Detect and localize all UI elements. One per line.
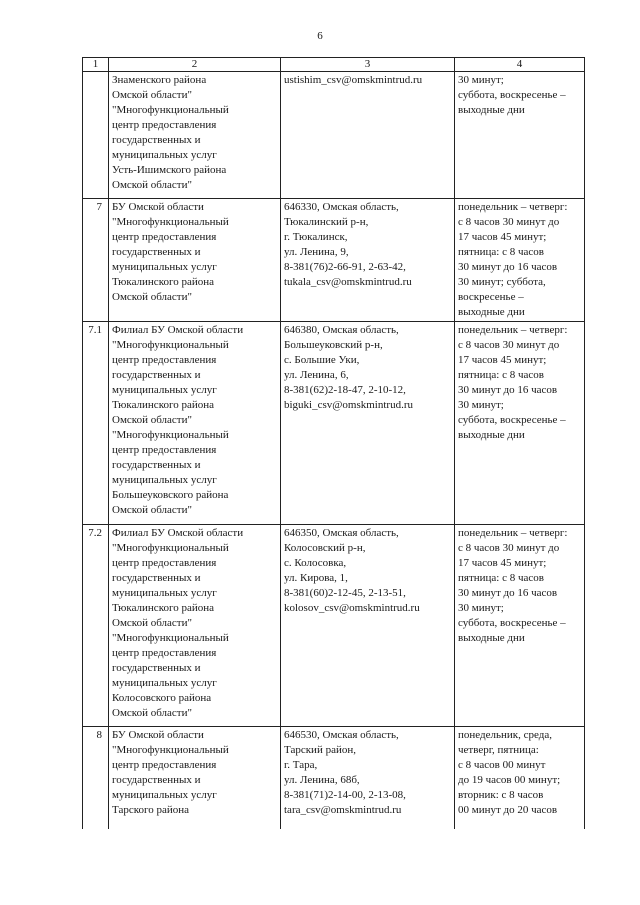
header-cell-3: 3 xyxy=(281,58,455,72)
table-row xyxy=(83,727,585,830)
office-contacts: ustishim_csv@omskmintrud.ru xyxy=(281,72,455,199)
office-name: БУ Омской области "Многофункциональный центр предоставления государственных и муниципальных услуг Тарского района xyxy=(109,727,281,830)
header-cell-4: 4 xyxy=(455,58,585,72)
office-contacts: 646530, Омская область, Тарский район, г. Тара, ул. Ленина, 68б, 8-381(71)2-14-00, 2-13-08, tara_csv@omskmintrud.ru xyxy=(281,727,455,830)
office-hours: понедельник – четверг: с 8 часов 30 минут до 17 часов 45 минут; пятница: с 8 часов 30 минут до 16 часов 30 минут; суббота, воскресенье – выходные дни xyxy=(455,525,585,727)
row-number: 7.2 xyxy=(83,525,109,727)
row-number: 7.1 xyxy=(83,322,109,525)
table-row xyxy=(83,72,585,199)
office-contacts: 646380, Омская область, Большеуковский р-н, с. Большие Уки, ул. Ленина, 6, 8-381(62)2-18-47, 2-10-12, biguki_csv@omskmintrud.ru xyxy=(281,322,455,525)
office-name: Знаменского района Омской области" "Многофункциональный центр предоставления государственных и муниципальных услуг Усть-Ишимского района Омской области" xyxy=(109,72,281,199)
row-number: 8 xyxy=(83,727,109,830)
office-name: Филиал БУ Омской области "Многофункциональный центр предоставления государственных и муниципальных услуг Тюкалинского района Омской области" "Многофункциональный центр предоставления государственных и муниципальных услуг Колосовского района Омской области" xyxy=(109,525,281,727)
office-name: Филиал БУ Омской области "Многофункциональный центр предоставления государственных и муниципальных услуг Тюкалинского района Омской области" "Многофункциональный центр предоставления государственных и муниципальных услуг Большеуковского района Омской области" xyxy=(109,322,281,525)
office-hours: понедельник, среда, четверг, пятница: с 8 часов 00 минут до 19 часов 00 минут; вторник: с 8 часов 00 минут до 20 часов xyxy=(455,727,585,830)
table-header-row xyxy=(83,58,585,72)
office-contacts: 646330, Омская область, Тюкалинский р-н, г. Тюкалинск, ул. Ленина, 9, 8-381(76)2-66-91, 2-63-42, tukala_csv@omskmintrud.ru xyxy=(281,199,455,322)
table-row xyxy=(83,322,585,525)
table-row xyxy=(83,525,585,727)
mfc-offices-table xyxy=(82,57,585,829)
office-hours: понедельник – четверг: с 8 часов 30 минут до 17 часов 45 минут; пятница: с 8 часов 30 минут до 16 часов 30 минут; суббота, воскресенье – выходные дни xyxy=(455,322,585,525)
office-contacts: 646350, Омская область, Колосовский р-н, с. Колосовка, ул. Кирова, 1, 8-381(60)2-12-45, 2-13-51, kolosov_csv@omskmintrud.ru xyxy=(281,525,455,727)
header-cell-1: 1 xyxy=(83,58,109,72)
office-hours: 30 минут; суббота, воскресенье – выходные дни xyxy=(455,72,585,199)
header-cell-2: 2 xyxy=(109,58,281,72)
office-name: БУ Омской области "Многофункциональный центр предоставления государственных и муниципальных услуг Тюкалинского района Омской области" xyxy=(109,199,281,322)
table-row xyxy=(83,199,585,322)
office-hours: понедельник – четверг: с 8 часов 30 минут до 17 часов 45 минут; пятница: с 8 часов 30 минут до 16 часов 30 минут; суббота, воскресенье – выходные дни xyxy=(455,199,585,322)
row-number xyxy=(83,72,109,199)
row-number: 7 xyxy=(83,199,109,322)
page-number: 6 xyxy=(317,30,323,42)
